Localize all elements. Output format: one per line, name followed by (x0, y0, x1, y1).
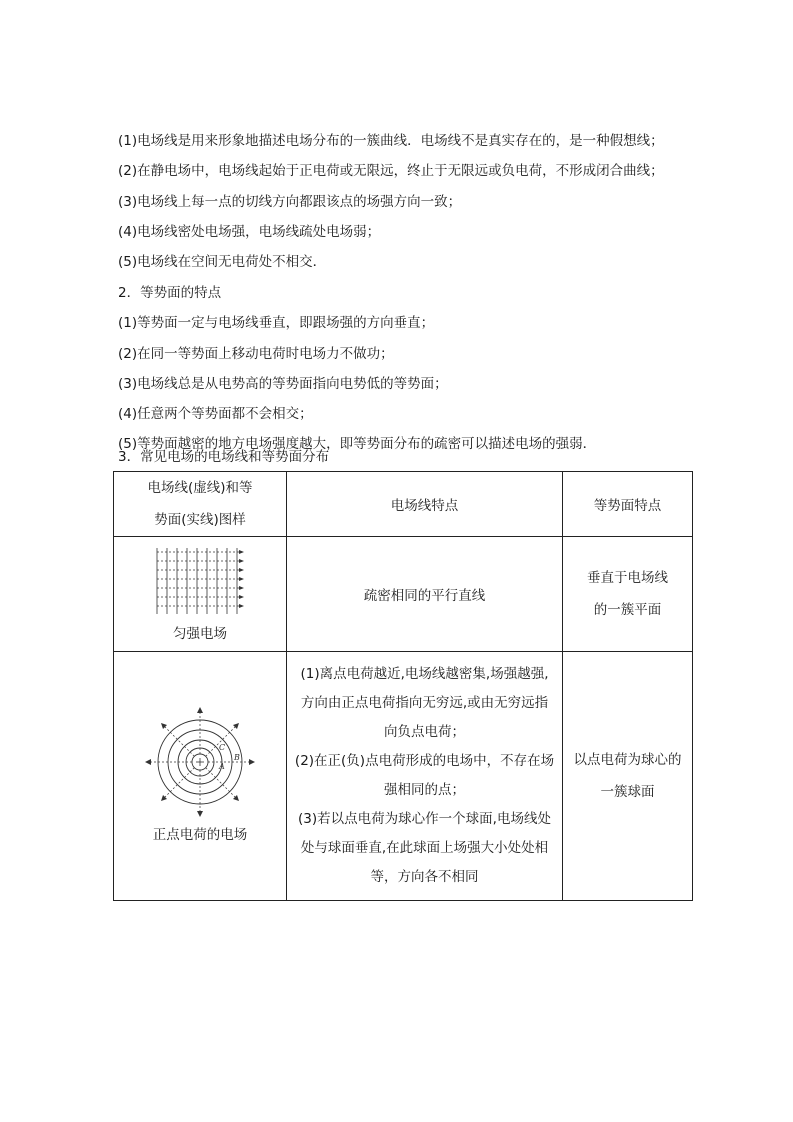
uniform-equipotential-line1: 垂直于电场线 (587, 570, 668, 586)
label-a: A (219, 762, 225, 771)
equipotential-property-4: (4)任意两个等势面都不会相交； (118, 406, 313, 422)
table-header-row (114, 472, 693, 537)
uniform-equipotential-line2: 的一簇平面 (593, 602, 662, 618)
table-row (114, 652, 693, 901)
point-equipotential-line2: 一簇球面 (600, 784, 655, 800)
equipotential-property-1: (1)等势面一定与电场线垂直，即跟场强的方向垂直； (118, 315, 435, 331)
field-line-property-4: (4)电场线密处电场强，电场线疏处电场弱； (118, 224, 381, 240)
header-pattern-line2: 势面(实线)图样 (154, 512, 246, 528)
point-equipotential-line1: 以点电荷为球心的 (573, 752, 682, 768)
field-line-text-line: 处与球面垂直,在此球面上场强大小处处相 (300, 840, 549, 856)
field-line-property-5: (5)电场线在空间无电荷处不相交． (118, 254, 327, 270)
equipotential-property-2: (2)在同一等势面上移动电荷时电场力不做功； (118, 346, 394, 362)
uniform-field-lines-text: 疏密相同的平行直线 (287, 537, 563, 652)
field-line-text-line: (3)若以点电荷为球心作一个球面,电场线处 (298, 811, 551, 827)
uniform-field-caption: 匀强电场 (173, 626, 227, 642)
field-distribution-table (113, 471, 693, 901)
uniform-field-figure (155, 544, 245, 618)
point-charge-equipotential-text (563, 652, 693, 901)
uniform-field-cell (114, 537, 287, 652)
field-line-property-1: (1)电场线是用来形象地描述电场分布的一簇曲线．电场线不是真实存在的，是一种假想线； (118, 133, 664, 149)
section-3-heading: 3．常见电场的电场线和等势面分布 (118, 449, 330, 465)
table-row (114, 537, 693, 652)
uniform-equipotential-text (563, 537, 693, 652)
field-line-property-3: (3)电场线上每一点的切线方向都跟该点的场强方向一致； (118, 194, 462, 210)
header-field-lines: 电场线特点 (287, 472, 563, 537)
field-line-text-line: (1)离点电荷越近,电场线越密集,场强越强, (300, 666, 549, 682)
point-charge-caption: 正点电荷的电场 (152, 827, 248, 843)
header-pattern-line1: 电场线(虚线)和等 (147, 480, 253, 496)
field-line-text-line: 方向由正点电荷指向无穷远,或由无穷远指 (300, 695, 549, 711)
field-line-text-line: (2)在正(负)点电荷形成的电场中，不存在场 (294, 753, 555, 769)
label-b: B (234, 753, 240, 762)
point-charge-figure (145, 707, 255, 817)
field-line-text-line: 向负点电荷； (384, 724, 465, 740)
point-charge-field-lines-text (287, 652, 563, 901)
equipotential-property-3: (3)电场线总是从电势高的等势面指向电势低的等势面； (118, 376, 448, 392)
header-pattern (114, 472, 287, 537)
equipotential-property-5: (5)等势面越密的地方电场强度越大，即等势面分布的疏密可以描述电场的强弱． (118, 436, 597, 452)
field-line-property-2: (2)在静电场中，电场线起始于正电荷或无限远，终止于无限远或负电荷，不形成闭合曲线； (118, 163, 664, 179)
header-equipotential: 等势面特点 (563, 472, 693, 537)
field-line-text-line: 等，方向各不相同 (370, 869, 479, 885)
point-charge-cell (114, 652, 287, 901)
section-2-heading: 2．等势面的特点 (118, 285, 222, 301)
label-c: C (219, 743, 226, 752)
field-line-text-line: 强相同的点； (384, 782, 465, 798)
